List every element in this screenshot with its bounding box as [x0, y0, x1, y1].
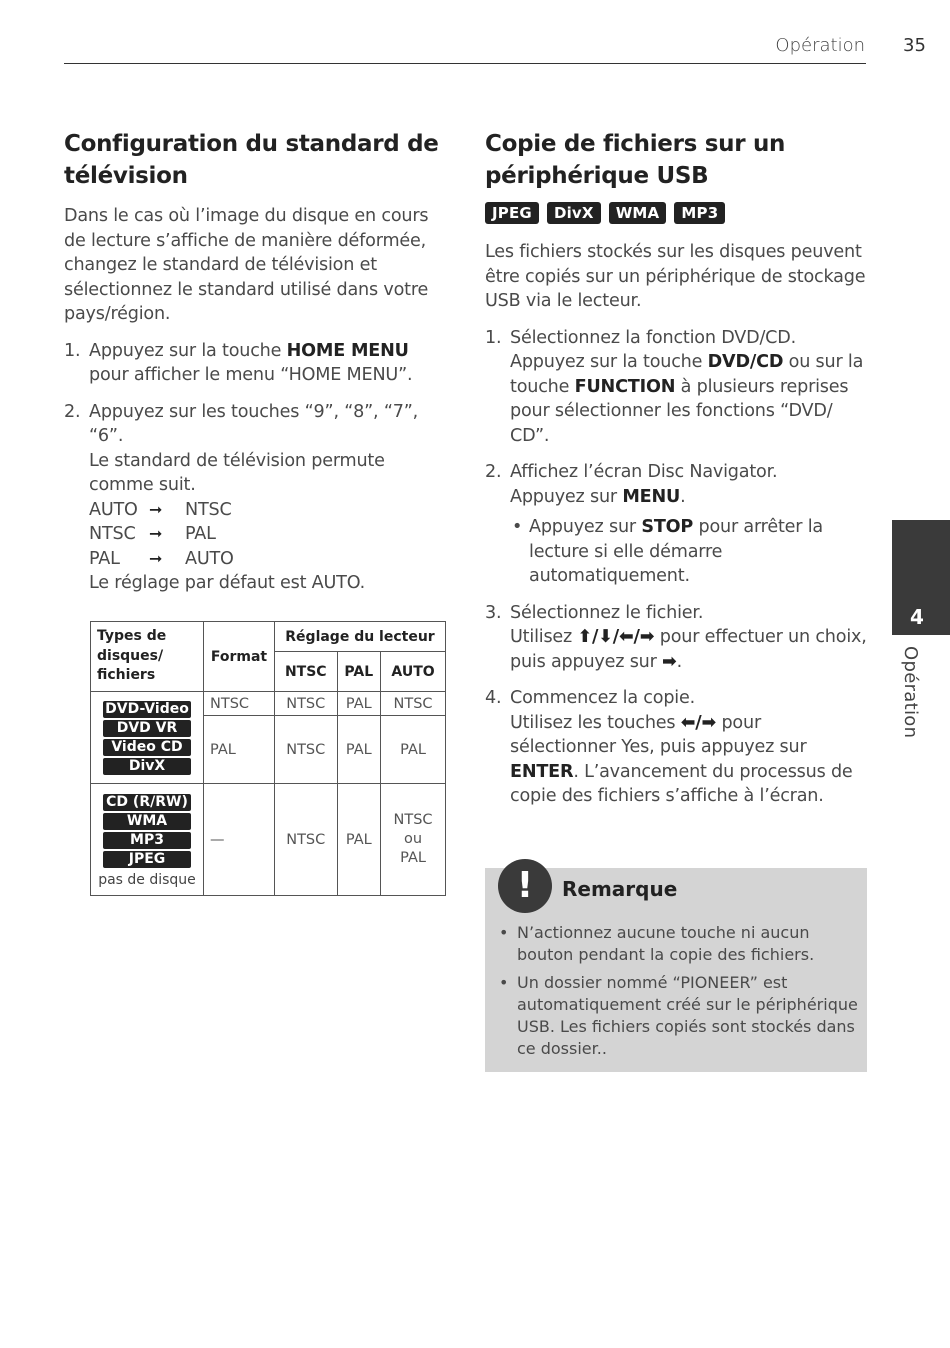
- bullet-icon: •: [512, 517, 523, 537]
- step-text: Appuyez sur la touche: [510, 352, 708, 372]
- step-text: à plusieurs reprises pour sélectionner les fonctions “DVD/ CD”.: [510, 376, 849, 446]
- header-auto: AUTO: [381, 652, 446, 692]
- sequence-from: PAL: [89, 548, 120, 569]
- disc-type-group-2: [91, 784, 204, 896]
- table-cell-auto: [381, 784, 446, 896]
- intro-paragraph: Dans le cas où l’image du disque en cours de lecture s’affiche de manière déformée, changez le standard de télévision et sélectionnez le standard utilisé dans votre pays/région.: [64, 206, 429, 324]
- step-2: [64, 400, 449, 596]
- sequence-row: [89, 547, 449, 572]
- table-cell: PAL: [337, 784, 381, 896]
- bullet-icon: •: [499, 923, 509, 942]
- sequence-from: AUTO: [89, 499, 138, 520]
- arrow-right-icon: ➞: [149, 548, 163, 568]
- step-text: .: [680, 486, 686, 507]
- step-1: [485, 326, 870, 449]
- step-text: Utilisez: [510, 627, 578, 647]
- sequence-to: PAL: [185, 524, 216, 544]
- table-cell: PAL: [204, 716, 275, 784]
- key-home-menu: HOME MENU: [286, 340, 409, 361]
- note-item-text: Un dossier nommé “PIONEER” est automatiquement créé sur le périphérique USB. Les fichiers copiés sont stockés dans ce dossier..: [517, 973, 858, 1058]
- step-number: 2.: [485, 462, 502, 482]
- disc-badge: WMA: [103, 813, 191, 830]
- format-badge: DivX: [547, 202, 601, 224]
- step-text: pour afficher le menu “HOME MENU”.: [89, 365, 413, 385]
- arrow-right-icon: ➞: [149, 499, 163, 519]
- step-text: Utilisez les touches: [510, 712, 681, 733]
- header-ntsc: NTSC: [275, 652, 338, 692]
- no-disc-label: pas de disque: [98, 871, 196, 888]
- step-text: ou sur la touche: [510, 352, 864, 397]
- step-text: pour sélectionner Yes, puis appuyez sur: [510, 712, 807, 757]
- arrow-right-icon: ➞: [149, 524, 163, 543]
- step-text: .: [676, 651, 682, 672]
- running-header-section: Opération: [775, 35, 865, 56]
- disc-badge: CD (R/RW): [103, 794, 191, 811]
- left-right-arrows-icon: ⬅/➡: [680, 712, 717, 733]
- key-dvd-cd: DVD/CD: [707, 352, 784, 372]
- table-cell: NTSC: [204, 692, 275, 716]
- format-badges: [485, 202, 870, 224]
- header-rule: [64, 63, 866, 64]
- step-number: 4.: [485, 688, 502, 708]
- format-badge: JPEG: [485, 202, 539, 224]
- disc-badge: MP3: [103, 832, 191, 849]
- step-text: Appuyez sur: [510, 486, 623, 507]
- section-title-usb-copy: Copie de fichiers sur un périphérique USB: [485, 131, 786, 189]
- bullet-icon: •: [499, 973, 509, 992]
- step-text: Affichez l’écran Disc Navigator.: [510, 462, 778, 482]
- disc-badge: DVD VR: [103, 720, 191, 737]
- auto-line: NTSC: [393, 812, 433, 828]
- step-text: Sélectionnez le fichier.: [510, 602, 704, 623]
- disc-badge: DivX: [103, 758, 191, 775]
- auto-line: ou: [404, 831, 423, 847]
- arrow-right-icon: ➡: [662, 651, 677, 672]
- step-bullet: [510, 515, 870, 589]
- table-cell: NTSC: [275, 692, 338, 716]
- left-column: [64, 128, 449, 596]
- note-list: [499, 922, 859, 1066]
- header-format: Format: [204, 622, 275, 692]
- chapter-tab: [892, 520, 950, 635]
- step-text: Appuyez sur la touche: [89, 340, 287, 361]
- step-number: 1.: [64, 340, 81, 361]
- disc-badge: DVD-Video: [103, 701, 191, 718]
- key-stop: STOP: [641, 517, 694, 537]
- step-text: . L’avancement du processus de copie des fichiers s’affiche à l’écran.: [510, 761, 853, 806]
- format-badge: WMA: [609, 202, 667, 224]
- sequence-from: NTSC: [89, 524, 136, 544]
- note-item: [499, 972, 859, 1060]
- disc-badge: Video CD: [103, 739, 191, 756]
- note-item: [499, 922, 859, 966]
- key-menu: MENU: [622, 486, 681, 507]
- sequence-to: AUTO: [185, 548, 234, 569]
- header-pal: PAL: [337, 652, 381, 692]
- note-item-text: N’actionnez aucune touche ni aucun bouton pendant la copie des fichiers.: [517, 923, 815, 964]
- intro-paragraph: Les fichiers stockés sur les disques peuvent être copiés sur un périphérique de stockage USB via le lecteur.: [485, 242, 866, 311]
- sequence-to: NTSC: [185, 499, 232, 520]
- step-number: 1.: [485, 327, 502, 348]
- step-text: Appuyez sur les touches “9”, “8”, “7”, “6”.: [89, 401, 419, 446]
- exclamation-icon: !: [498, 859, 552, 913]
- table-cell: NTSC: [275, 716, 338, 784]
- tv-standard-table: [90, 621, 446, 896]
- step-3: [485, 601, 870, 675]
- step-text: Commencez la copie.: [510, 688, 695, 708]
- format-badge: MP3: [674, 202, 725, 224]
- header-disc-types: Types de disques/ fichiers: [91, 622, 204, 692]
- table-cell: PAL: [381, 716, 446, 784]
- key-enter: ENTER: [510, 761, 574, 782]
- chapter-number: 4: [910, 605, 924, 629]
- header-player-setting: Réglage du lecteur: [275, 622, 446, 652]
- step-number: 2.: [64, 401, 81, 422]
- step-text: Sélectionnez la fonction DVD/CD.: [510, 327, 796, 348]
- right-column: [485, 128, 870, 809]
- step-4: [485, 686, 870, 809]
- sequence-row: [89, 498, 449, 523]
- bullet-text: Appuyez sur: [529, 517, 642, 537]
- direction-arrows-icon: ⬆/⬇/⬅/➡: [577, 627, 655, 647]
- table-cell: PAL: [337, 692, 381, 716]
- disc-type-group-1: [91, 692, 204, 784]
- step-1: [64, 339, 449, 388]
- table-cell: PAL: [337, 716, 381, 784]
- step-text: pour effectuer un choix, puis appuyez sur: [510, 627, 867, 672]
- section-title-tv-standard: Configuration du standard de télévision: [64, 131, 439, 189]
- step-number: 3.: [485, 602, 502, 623]
- chapter-label: Opération: [900, 646, 921, 739]
- sequence-row: [89, 522, 449, 547]
- page-number: 35: [903, 35, 926, 56]
- table-cell: NTSC: [275, 784, 338, 896]
- note-title: Remarque: [562, 877, 678, 901]
- disc-badge: JPEG: [103, 851, 191, 868]
- table-cell: NTSC: [381, 692, 446, 716]
- default-setting-text: Le réglage par défaut est AUTO.: [89, 573, 366, 593]
- key-function: FUNCTION: [574, 376, 676, 397]
- auto-line: PAL: [400, 850, 426, 866]
- table-cell: —: [204, 784, 275, 896]
- step-2: [485, 460, 870, 589]
- step-text: Le standard de télévision permute comme suit.: [89, 450, 385, 495]
- note-box: [485, 865, 867, 1072]
- bullet-text: pour arrêter la lecture si elle démarre automatiquement.: [529, 517, 823, 586]
